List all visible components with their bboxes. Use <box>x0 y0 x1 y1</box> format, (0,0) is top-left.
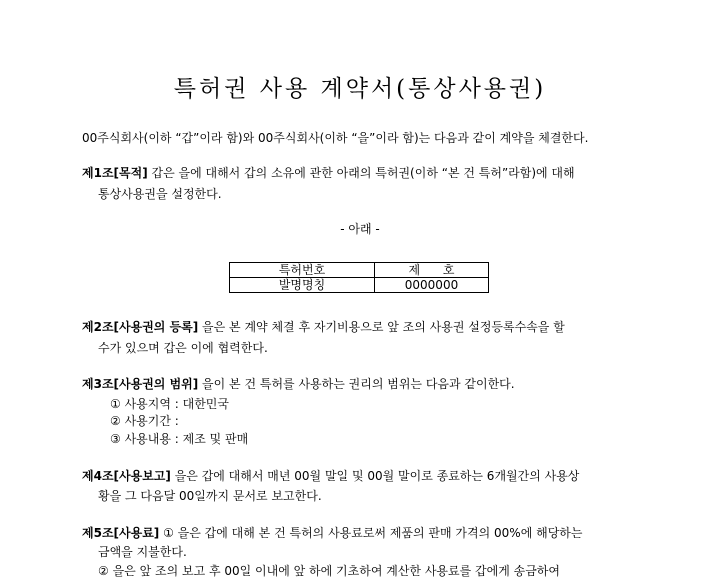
patent-table <box>229 262 489 293</box>
patent-number-value: 제 호 <box>375 263 489 278</box>
article-3-heading: 제3조[사용권의 범위] <box>82 377 199 391</box>
article-5-heading: 제5조[사용료] <box>82 526 160 540</box>
article-2-line-2: 수가 있으며 갑은 이에 협력한다. <box>98 341 268 355</box>
table-row <box>230 263 489 278</box>
patent-number-label: 특허번호 <box>230 263 375 278</box>
article-3-item-3: ③ 사용내용 : 제조 및 판매 <box>110 432 249 446</box>
article-3-item-2: ② 사용기간 : <box>110 414 179 428</box>
article-4-text: 을은 갑에 대해서 매년 00월 말일 및 00월 말이로 종료하는 6개월간의 사용상 <box>170 469 580 483</box>
table-row <box>230 278 489 293</box>
article-4-heading: 제4조[사용보고] <box>82 469 171 483</box>
article-5-line-3: ② 을은 앞 조의 보고 후 00일 이내에 앞 하에 기초하여 계산한 사용료를 갑에게 송금하여 <box>98 564 560 578</box>
article-1-text: 갑은 을에 대해서 갑의 소유에 관한 아래의 특허권(이하 “본 건 특허”라함)에 대해 <box>147 166 575 180</box>
article-5-line-1 <box>82 526 582 540</box>
invention-name-label: 발명명칭 <box>230 278 375 293</box>
document-title: 특허권 사용 계약서(통상사용권) <box>173 76 547 102</box>
article-2-text: 을은 본 계약 체결 후 자기비용으로 앞 조의 사용권 설정등록수속을 할 <box>198 320 565 334</box>
article-3-item-1: ① 사용지역 : 대한민국 <box>110 397 229 411</box>
article-4-line-1 <box>82 469 579 483</box>
article-1-line-1 <box>82 166 575 180</box>
article-3-line-1 <box>82 377 515 391</box>
article-4-line-2: 황을 그 다음달 00일까지 문서로 보고한다. <box>98 489 322 503</box>
article-5-line-2: 금액을 지불한다. <box>98 545 187 559</box>
below-heading: - 아래 - <box>340 222 380 236</box>
intro-paragraph: 00주식회사(이하 “갑”이라 함)와 00주식회사(이하 “을”이라 함)는 다음과 같이 계약을 체결한다. <box>82 131 589 145</box>
article-3-text: 을이 본 건 특허를 사용하는 권리의 범위는 다음과 같이한다. <box>198 377 515 391</box>
article-5-text: ① 을은 갑에 대해 본 건 특허의 사용료로써 제품의 판매 가격의 00%에 해당하는 <box>159 526 583 540</box>
article-1-heading: 제1조[목적] <box>82 166 148 180</box>
article-2-heading: 제2조[사용권의 등록] <box>82 320 199 334</box>
article-2-line-1 <box>82 320 565 334</box>
invention-name-value: 0000000 <box>375 278 489 293</box>
article-1-line-2: 통상사용권을 설정한다. <box>98 187 222 201</box>
